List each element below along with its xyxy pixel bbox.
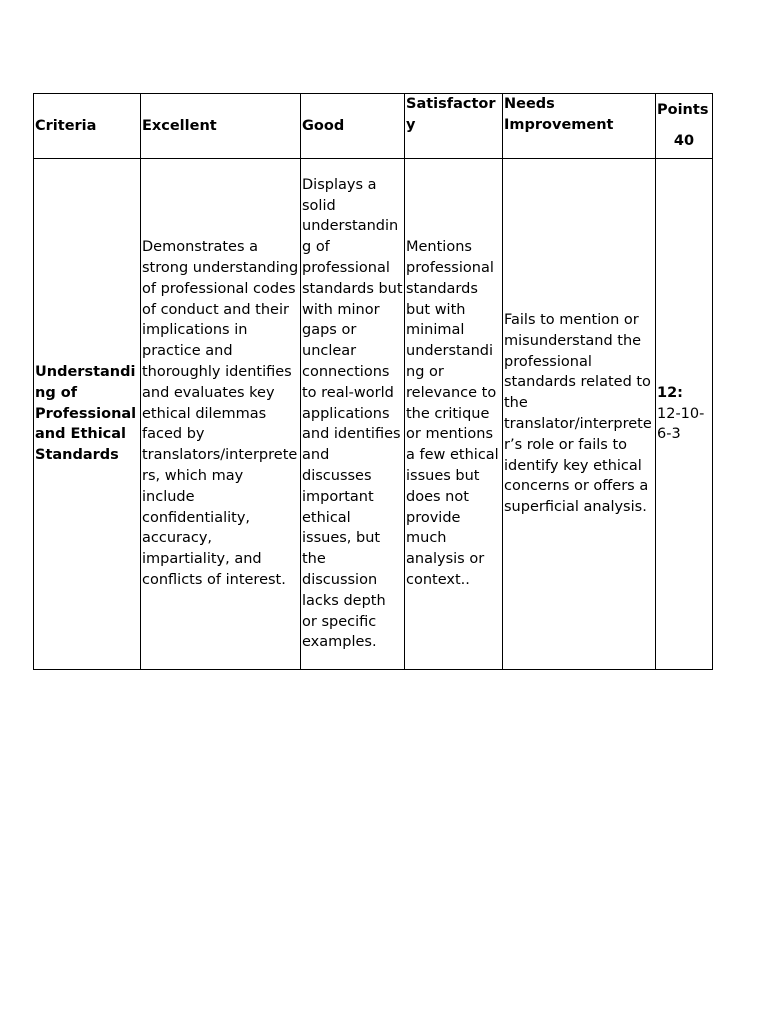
header-satisfactory: Satisfactory [405, 94, 503, 159]
criterion-cell: Understanding of Professional and Ethical Standards [34, 159, 141, 670]
excellent-cell: Demonstrates a strong understanding of professional codes of conduct and their implications in practice and thoroughly identifies and evaluates key ethical dilemmas faced by translators/interpreters, which may include confidentiality, accuracy, impartiality, and conflicts of interest. [141, 159, 301, 670]
points-label: Points [657, 102, 709, 119]
header-good: Good [301, 94, 405, 159]
needs-improvement-cell: Fails to mention or misunderstand the professional standards related to the translator/interpreter’s role or fails to identify key ethical concerns or offers a superficial analysis. [503, 159, 656, 670]
good-cell: Displays a solid understanding of professional standards but with minor gaps or unclear connections to real-world applications and identifies and discusses important ethical issues, but the discussion lacks depth or specific examples. [301, 159, 405, 670]
table-row [34, 159, 713, 670]
points-key: 12: [657, 384, 683, 401]
points-scale: 12-10-6-3 [657, 405, 705, 443]
points-cell [656, 159, 713, 670]
points-total: 40 [673, 133, 695, 149]
header-excellent: Excellent [141, 94, 301, 159]
header-points [656, 94, 713, 159]
satisfactory-cell: Mentions professional standards but with minimal understanding or relevance to the critique or mentions a few ethical issues but does not provide much analysis or context.. [405, 159, 503, 670]
header-needs-improvement: Needs Improvement [503, 94, 656, 159]
rubric-table [33, 93, 713, 670]
table-header-row [34, 94, 713, 159]
header-criteria: Criteria [34, 94, 141, 159]
